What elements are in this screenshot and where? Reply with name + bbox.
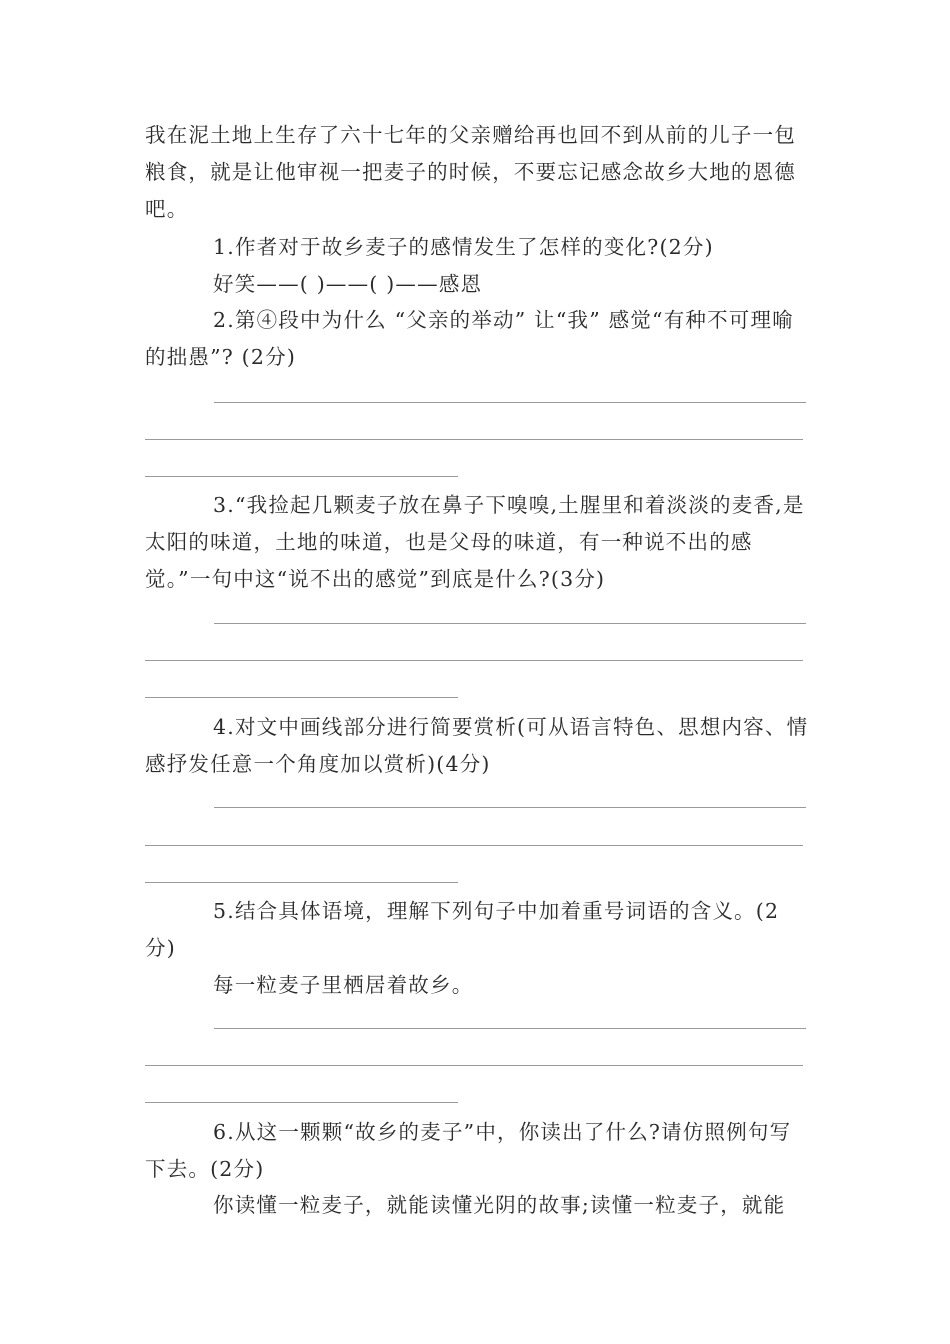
answer-line (145, 845, 803, 846)
answer-line (145, 697, 458, 698)
question-1-fill-blank: 好笑——( )——( )——感恩 (213, 272, 483, 296)
answer-line (214, 1028, 806, 1029)
question-5-sentence: 每一粒麦子里栖居着故乡。 (213, 973, 474, 997)
question-3: 3.“我捡起几颗麦子放在鼻子下嗅嗅,土腥里和着淡淡的麦香,是太阳的味道，土地的味道，也是父母的味道，有一种说不出的感觉。”一句中这“说不出的感觉”到底是什么?(3分) (145, 493, 805, 591)
question-1: 1.作者对于故乡麦子的感情发生了怎样的变化?(2分) (213, 235, 714, 259)
question-4: 4.对文中画线部分进行简要赏析(可从语言特色、思想内容、情感抒发任意一个角度加以赏析)(4分) (145, 715, 809, 776)
intro-paragraph: 我在泥土地上生存了六十七年的父亲赠给再也回不到从前的儿子一包粮食，就是让他审视一把麦子的时候，不要忘记感念故乡大地的恩德吧。 (145, 123, 796, 221)
answer-line (145, 439, 803, 440)
answer-line (214, 402, 806, 403)
question-5: 5.结合具体语境，理解下列句子中加着重号词语的含义。(2分) (145, 899, 780, 960)
answer-line (214, 623, 806, 624)
question-2: 2.第④段中为什么 “父亲的举动” 让“我” 感觉“有种不可理喻的拙愚”? (2分) (145, 308, 794, 369)
answer-line (214, 807, 806, 808)
answer-line (145, 476, 458, 477)
answer-line (145, 882, 458, 883)
question-6-example: 你读懂一粒麦子，就能读懂光阴的故事;读懂一粒麦子，就能 (213, 1193, 786, 1217)
answer-line (145, 1065, 803, 1066)
answer-line (145, 1102, 458, 1103)
question-6: 6.从这一颗颗“故乡的麦子”中，你读出了什么?请仿照例句写下去。(2分) (145, 1120, 792, 1181)
answer-line (145, 660, 803, 661)
